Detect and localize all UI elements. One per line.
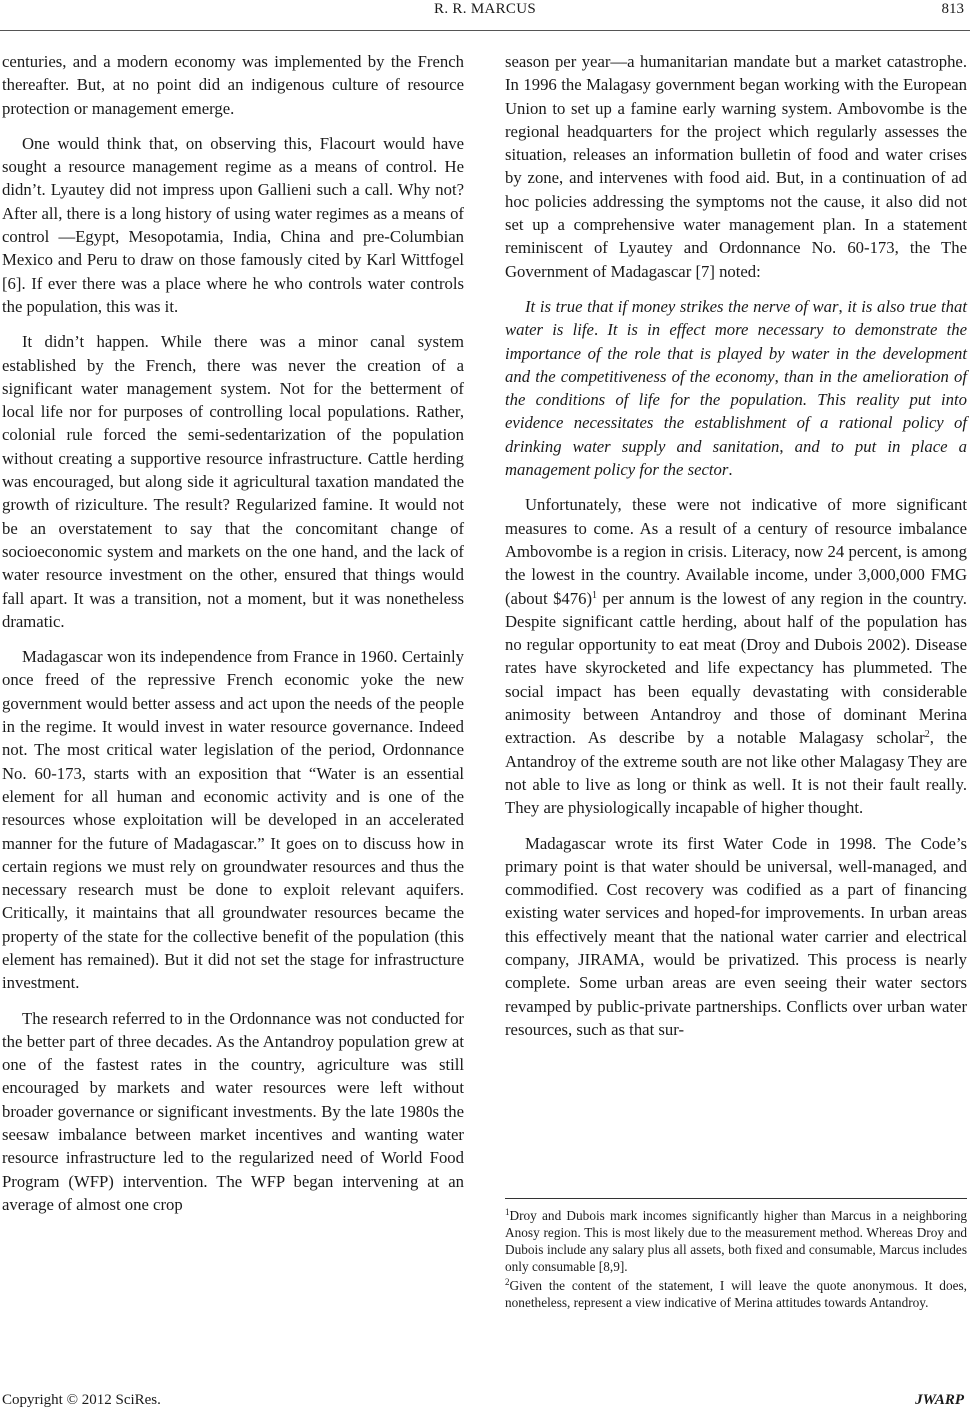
page-footer: [2, 1392, 964, 1412]
running-header-author: R. R. MARCUS: [434, 1, 536, 17]
footnote-text: Given the content of the statement, I will leave the quote anonymous. It does, nonetheless, represent a view indicative of Merina attitudes towards Antandroy.: [505, 1278, 967, 1310]
quote-punct: ,: [774, 366, 785, 386]
paragraph: The research referred to in the Ordonnance was not conducted for the better part of three decades. As the Antandroy population grew at one of the fastest rates in the country, agriculture was still encouraged by markets and water resources were left without broader governance or significant investments. By the late 1980s the seesaw imbalance between market incentives and wanting water resource infrastructure led to the regularized need of World Food Program (WFP) intervention. The WFP began intervening at an average of almost one crop: [2, 1008, 464, 1214]
paragraph: centuries, and a modern economy was implemented by the French thereafter. But, at no point did an indigenous culture of resource protection or management emerge.: [2, 52, 464, 118]
paragraph: [505, 493, 967, 819]
footnotes: [505, 1198, 967, 1313]
quote-text: and to put in place a management policy for the sector: [505, 436, 968, 480]
quote-punct: ,: [779, 436, 795, 456]
paragraph: One would think that, on observing this, Flacourt would have sought a resource management regime as a means of control. He didn’t. Lyautey did not impress upon Gallieni such a call. Why not? After all, there is a long history of using water regimes as a means of control —Egypt, Mesopotamia, India, China and pre-Columbian Mexico and Peru to draw on those famously cited by Karl Wittfogel [6]. If ever there was a place where he who controls water controls the population, this was it.: [2, 133, 464, 316]
right-column: [505, 50, 967, 1053]
footnote-mark: 2: [505, 1277, 510, 1287]
footnote-ref-2[interactable]: 2: [924, 729, 930, 741]
quote-punct: .: [728, 460, 733, 480]
paragraph-text: Unfortunately, these were not indicative of more significant measures to come. As a result of a century of resource imbalance Ambovombe is a region in crisis. Literacy, now 24 percent, is among the lowest in the country. Available income, under 3,000,000 FMG (about $476): [505, 495, 967, 608]
copyright-notice: Copyright © 2012 SciRes.: [2, 1392, 161, 1408]
paragraph: season per year—a humanitarian mandate but a market catastrophe. In 1996 the Malagasy government began working with the European Union to set up a famine early warning system. Ambovombe is the regional headquarters for the project which regularly assesses the situation, releases an information bulletin of food and water crises by zone, and intervenes with food aid. But, in a continuation of ad hoc policies addressing the symptoms not the cause, it also did not set up a comprehensive water management plan. In a statement reminiscent of Lyautey and Ordonnance No. 60-173, the The Government of Madagascar [7] noted:: [505, 52, 967, 281]
paragraph: It didn’t happen. While there was a minor canal system established by the French, there was never the creation of a significant water management system. Not for the betterment of local life nor for purposes of controlling local populations. Rather, colonial rule forced the semi-sedentarization of the population without creating a supportive resource infrastructure. Cattle herding was encouraged, but along side it agricultural taxation mandated the growth of riziculture. The result? Regularized famine. It would not be an overstatement to say that the concomitant change of socioeconomic system and markets on the one hand, and the lack of water resource investment on the other, ensured that things would fall apart. It was a transition, not a moment, but it was nonetheless dramatic.: [2, 332, 464, 631]
quote-punct: .: [593, 320, 608, 340]
page-number: 813: [941, 1, 964, 17]
quote-text: than in the amelioration of the conditions of life for the population. This reality put into evidence necessitates the establishment of a rational policy of drinking water supply and sanitation: [505, 366, 967, 456]
paragraph: Madagascar won its independence from France in 1960. Certainly once freed of the repressive French economic yoke the new government would better assess and act upon the needs of the people in the regime. It would invest in water resource governance. Indeed not. The most critical water legislation of the period, Ordonnance No. 60-173, starts with an exposition that “Water is an essential element for all human and economic activity and is one of the resources whose exploitation will be developed in an accelerated manner for the future of Madagascar.” It goes on to discuss how in certain regions we must rely on groundwater resources and thus the necessary research must be done to exploit relevant aquifers. Critically, it maintains that all groundwater resources became the property of the state for the collective benefit of the population (this element has remained). But it did not set the stage for infrastructure investment.: [2, 647, 464, 993]
footnote-mark: 1: [505, 1207, 510, 1217]
running-header: [0, 0, 970, 31]
footnote: [505, 1277, 967, 1311]
quote-text: it is also true that water is life: [505, 296, 968, 340]
footnote-ref-1[interactable]: 1: [592, 589, 598, 601]
footnote-text: Droy and Dubois mark incomes significantly higher than Marcus in a neighboring Anosy region. This is most likely due to the measurement method. Whereas Droy and Dubois include any salary plus all assets, both fixed and consumable, Marcus includes only consumable [8,9].: [505, 1208, 967, 1274]
quote-text: It is true that if money strikes the nerve of war: [525, 296, 839, 316]
quote-text: It is in effect more necessary to demonstrate the importance of the role that is played by water in the development and the competitiveness of the economy: [505, 320, 967, 386]
paragraph-text: per annum is the lowest of any region in the country. Despite significant cattle herding, about half of the population has no regular opportunity to eat meat (Droy and Dubois 2002). Disease rates have skyrocketed and life expectancy has plummeted. The social impact has been equally devastating with considerable animosity between Antandroy and those of dominant Merina extraction. As describe by a notable Malagasy scholar: [505, 588, 967, 748]
block-quote: [505, 295, 967, 481]
paragraph-text: , the Antandroy of the extreme south are not like other Malagasy They are not able to live as long or think as well. It is not their fault really. They are physiologically incapable of higher thought.: [505, 728, 968, 818]
journal-abbreviation: JWARP: [915, 1392, 964, 1408]
paragraph: Madagascar wrote its first Water Code in 1998. The Code’s primary point is that water should be universal, well-managed, and commodified. Cost recovery was codified as a part of financing existing water services and hoped-for improvements. In urban areas this effectively meant that the national water carrier and electrical company, JIRAMA, would be privatized. This process is nearly complete. Some urban areas are even seeing their water sectors revamped by public-private partnerships. Conflicts over urban water resources, such as that sur-: [505, 833, 967, 1039]
quote-punct: ,: [838, 296, 848, 316]
left-column: [2, 50, 464, 1228]
footnote: [505, 1207, 967, 1275]
